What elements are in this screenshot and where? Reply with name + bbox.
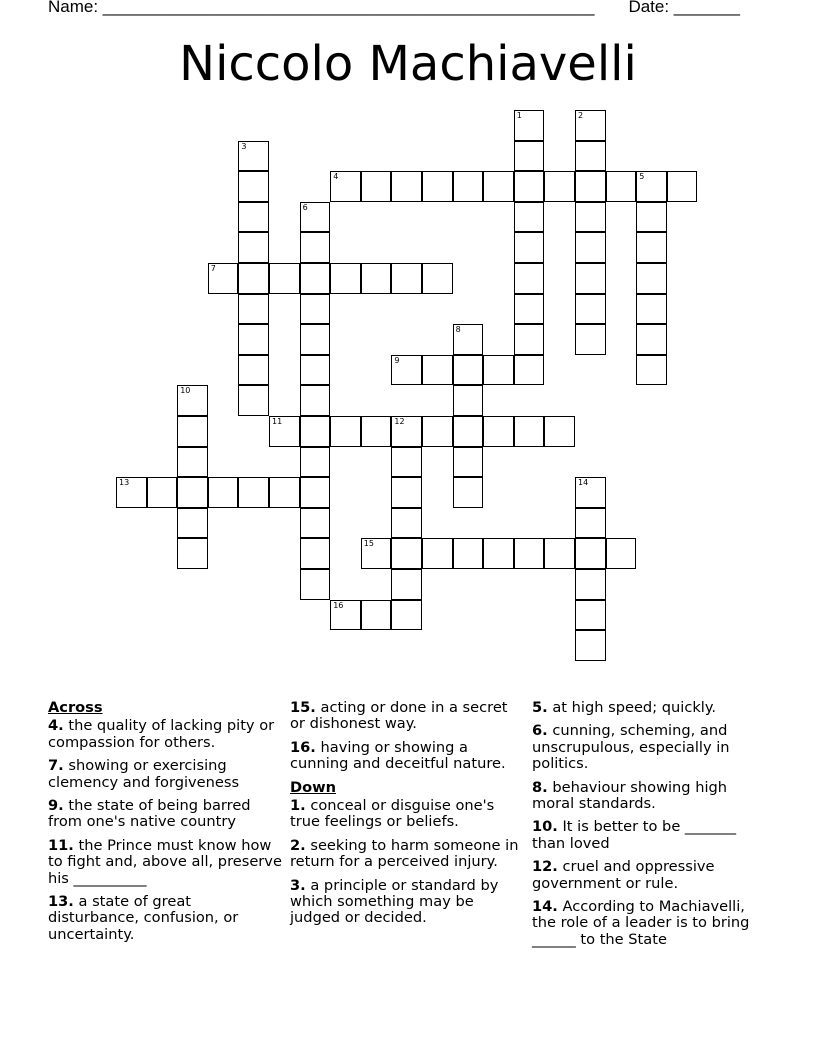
crossword-cell[interactable] [361, 600, 392, 631]
crossword-cell[interactable] [391, 477, 422, 508]
crossword-cell[interactable] [238, 355, 269, 386]
crossword-cell[interactable] [575, 232, 606, 263]
clue-down-14 [532, 899, 772, 948]
cell-number: 1 [516, 111, 522, 120]
cell-number: 9 [394, 355, 400, 365]
clue-across-11 [48, 838, 284, 887]
crossword-cell[interactable] [177, 416, 208, 447]
clue-across-15 [290, 700, 526, 733]
clue-down-1 [290, 798, 526, 831]
clue-number: 9. [48, 797, 64, 815]
clue-down-2 [290, 838, 526, 871]
crossword-cell[interactable] [361, 538, 392, 569]
date-field: Date: _______ [628, 0, 740, 16]
cell-number: 7 [210, 264, 216, 273]
clue-across-7 [48, 758, 284, 791]
crossword-cell[interactable] [453, 355, 484, 386]
clue-number: 14. [532, 898, 558, 916]
cell-number: 2 [578, 111, 584, 120]
crossword-cell[interactable] [330, 171, 361, 202]
crossword-cell[interactable] [330, 600, 361, 631]
crossword-cell[interactable] [300, 202, 331, 233]
clue-text: cunning, scheming, and unscrupulous, especially in politics. [532, 722, 730, 773]
crossword-cell[interactable] [391, 263, 422, 294]
crossword-cell[interactable] [269, 416, 300, 447]
crossword-cell[interactable] [238, 477, 269, 508]
cell-number: 15 [363, 539, 374, 549]
clue-number: 13. [48, 893, 74, 911]
crossword-cell[interactable] [422, 538, 453, 569]
crossword-cell[interactable] [391, 600, 422, 631]
crossword-cell[interactable] [575, 110, 606, 141]
crossword-cell[interactable] [636, 294, 667, 325]
crossword-cell[interactable] [575, 477, 606, 508]
cell-number: 11 [272, 417, 283, 426]
clue-number: 11. [48, 836, 74, 854]
crossword-cell[interactable] [391, 447, 422, 478]
cell-number: 8 [455, 325, 461, 335]
cell-number: 6 [302, 202, 308, 212]
crossword-cell[interactable] [300, 232, 331, 263]
clue-number: 6. [532, 722, 548, 740]
crossword-cell[interactable] [361, 263, 392, 294]
cell-number: 14 [578, 478, 589, 488]
crossword-cell[interactable] [575, 294, 606, 325]
clue-text: the Prince must know how to fight and, above all, preserve his __________ [48, 836, 282, 887]
clue-down-5 [532, 700, 772, 716]
crossword-cell[interactable] [483, 416, 514, 447]
crossword-cell[interactable] [636, 202, 667, 233]
clue-number: 4. [48, 717, 64, 735]
crossword-cell[interactable] [667, 171, 698, 202]
crossword-cell[interactable] [575, 630, 606, 661]
crossword-cell[interactable] [208, 263, 239, 294]
clue-text: acting or done in a secret or dishonest way. [290, 699, 508, 733]
clue-text: the quality of lacking pity or compassion for others. [48, 717, 275, 751]
crossword-cell[interactable] [300, 447, 331, 478]
clue-number: 7. [48, 757, 64, 775]
crossword-cell[interactable] [544, 171, 575, 202]
name-field: Name: ____________________________________________________ [48, 0, 595, 16]
crossword-cell[interactable] [606, 538, 637, 569]
crossword-cell[interactable] [391, 508, 422, 539]
clue-text: behaviour showing high moral standards. [532, 778, 728, 813]
crossword-cell[interactable] [514, 110, 545, 141]
crossword-cell[interactable] [636, 171, 667, 202]
clues-column-2 [290, 700, 526, 934]
crossword-cell[interactable] [636, 324, 667, 355]
clue-text: a state of great disturbance, confusion, or uncertainty. [48, 893, 239, 943]
crossword-cell[interactable] [300, 477, 331, 508]
clue-number: 8. [532, 778, 548, 796]
crossword-cell[interactable] [575, 324, 606, 355]
cell-number: 4 [333, 172, 339, 182]
clue-down-12 [532, 859, 772, 892]
crossword-cell[interactable] [300, 294, 331, 325]
crossword-cell[interactable] [391, 569, 422, 600]
down-heading: Down [290, 778, 337, 796]
cell-number: 16 [333, 600, 344, 610]
clue-down-3 [290, 878, 526, 927]
clue-down-10 [532, 819, 772, 852]
clue-down-8 [532, 780, 772, 813]
crossword-cell[interactable] [238, 171, 269, 202]
clue-number: 15. [290, 699, 316, 716]
crossword-cell[interactable] [238, 294, 269, 325]
crossword-cell[interactable] [391, 538, 422, 569]
crossword-cell[interactable] [330, 263, 361, 294]
crossword-cell[interactable] [300, 355, 331, 386]
crossword-cell[interactable] [422, 416, 453, 447]
crossword-cell[interactable] [208, 477, 239, 508]
crossword-cell[interactable] [238, 385, 269, 416]
clue-number: 12. [532, 858, 558, 876]
crossword-cell[interactable] [483, 171, 514, 202]
clue-text: showing or exercising clemency and forgiveness [48, 757, 240, 791]
crossword-cell[interactable] [238, 202, 269, 233]
crossword-cell[interactable] [238, 232, 269, 263]
crossword-cell[interactable] [636, 263, 667, 294]
crossword-cell[interactable] [269, 477, 300, 508]
crossword-cell[interactable] [514, 232, 545, 263]
clue-number: 16. [290, 738, 316, 756]
crossword-cell[interactable] [514, 416, 545, 447]
clues-column-1 [48, 700, 284, 950]
crossword-cell[interactable] [177, 385, 208, 416]
clue-text: seeking to harm someone in return for a perceived injury. [290, 836, 519, 871]
cell-number: 3 [241, 141, 247, 151]
crossword-cell[interactable] [606, 171, 637, 202]
cell-number: 13 [119, 478, 130, 488]
clue-number: 3. [290, 876, 306, 894]
crossword-cell[interactable] [361, 171, 392, 202]
across-heading: Across [48, 699, 103, 716]
crossword-cell[interactable] [238, 141, 269, 172]
crossword-cell[interactable] [514, 538, 545, 569]
clue-text: at high speed; quickly. [552, 699, 717, 716]
clue-across-13 [48, 894, 284, 943]
crossword-cell[interactable] [177, 477, 208, 508]
crossword-cell[interactable] [300, 385, 331, 416]
crossword-cell[interactable] [575, 538, 606, 569]
crossword-cell[interactable] [544, 538, 575, 569]
crossword-cell[interactable] [300, 569, 331, 600]
crossword-cell[interactable] [575, 141, 606, 172]
crossword-cell[interactable] [483, 355, 514, 386]
crossword-cell[interactable] [453, 416, 484, 447]
crossword-cell[interactable] [330, 416, 361, 447]
crossword-cell[interactable] [300, 416, 331, 447]
clue-text: It is better to be _______ than loved [532, 818, 737, 852]
clue-across-4 [48, 718, 284, 751]
crossword-cell[interactable] [300, 324, 331, 355]
crossword-cell[interactable] [177, 538, 208, 569]
crossword-cell[interactable] [269, 263, 300, 294]
crossword-cell[interactable] [575, 569, 606, 600]
clue-across-9 [48, 798, 284, 831]
page-title: Niccolo Machiavelli [179, 36, 637, 92]
crossword-cell[interactable] [453, 538, 484, 569]
clue-text: having or showing a cunning and deceitful nature. [290, 738, 506, 773]
crossword-cell[interactable] [361, 416, 392, 447]
cell-number: 10 [180, 386, 191, 396]
crossword-cell[interactable] [514, 294, 545, 325]
crossword-cell[interactable] [391, 355, 422, 386]
clue-text: conceal or disguise one's true feelings or beliefs. [290, 797, 495, 831]
crossword-cell[interactable] [300, 508, 331, 539]
crossword-cell[interactable] [575, 202, 606, 233]
crossword-cell[interactable] [238, 263, 269, 294]
clue-number: 1. [290, 797, 306, 815]
clue-down-6 [532, 723, 772, 772]
clue-number: 2. [290, 836, 306, 854]
clue-across-16 [290, 740, 526, 773]
clue-number: 5. [532, 699, 548, 716]
crossword-cell[interactable] [453, 324, 484, 355]
clue-text: cruel and oppressive government or rule. [532, 858, 715, 892]
crossword-cell[interactable] [453, 171, 484, 202]
crossword-cell[interactable] [453, 447, 484, 478]
crossword-cell[interactable] [575, 508, 606, 539]
crossword-cell[interactable] [422, 263, 453, 294]
crossword-cell[interactable] [116, 477, 147, 508]
crossword-cell[interactable] [238, 324, 269, 355]
crossword-cell[interactable] [422, 171, 453, 202]
clue-text: the state of being barred from one's native country [48, 797, 251, 831]
clue-text: According to Machiavelli, the role of a leader is to bring ______ to the State [532, 898, 750, 948]
cell-number: 12 [394, 417, 405, 426]
crossword-cell[interactable] [453, 385, 484, 416]
crossword-cell[interactable] [177, 447, 208, 478]
crossword-cell[interactable] [636, 355, 667, 386]
crossword-cell[interactable] [544, 416, 575, 447]
crossword-cell[interactable] [177, 508, 208, 539]
crossword-cell[interactable] [636, 232, 667, 263]
crossword-cell[interactable] [453, 477, 484, 508]
crossword-cell[interactable] [514, 355, 545, 386]
crossword-cell[interactable] [147, 477, 178, 508]
crossword-cell[interactable] [514, 141, 545, 172]
crossword-cell[interactable] [575, 600, 606, 631]
crossword-cell[interactable] [514, 263, 545, 294]
crossword-cell[interactable] [514, 324, 545, 355]
clue-number: 10. [532, 818, 558, 836]
crossword-cell[interactable] [300, 263, 331, 294]
cell-number: 5 [639, 172, 645, 182]
clue-text: a principle or standard by which something may be judged or decided. [290, 876, 499, 927]
crossword-cell[interactable] [391, 171, 422, 202]
crossword-cell[interactable] [483, 538, 514, 569]
crossword-cell[interactable] [575, 263, 606, 294]
crossword-cell[interactable] [514, 171, 545, 202]
crossword-cell[interactable] [300, 538, 331, 569]
crossword-cell[interactable] [514, 202, 545, 233]
crossword-cell[interactable] [575, 171, 606, 202]
crossword-cell[interactable] [391, 416, 422, 447]
clues-column-3 [532, 700, 772, 955]
crossword-cell[interactable] [422, 355, 453, 386]
